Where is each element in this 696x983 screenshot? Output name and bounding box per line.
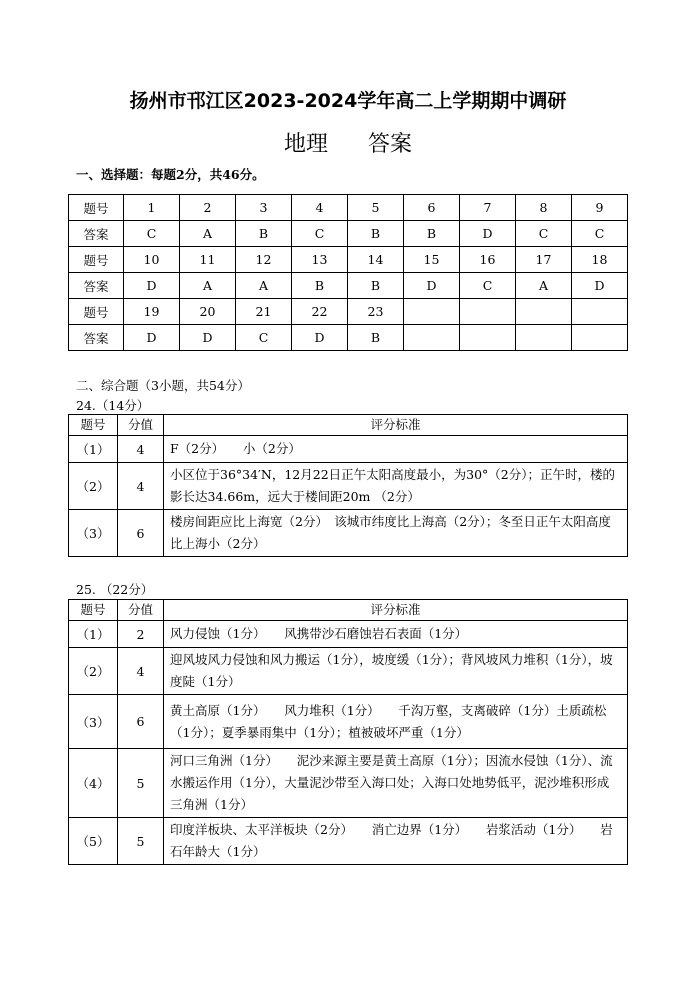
header-score: 分值: [118, 600, 164, 621]
choice-cell: D: [124, 273, 180, 299]
choice-cell: B: [348, 325, 404, 351]
question-number: （3）: [69, 510, 118, 557]
row-label: 题号: [69, 195, 124, 221]
choice-cell: D: [124, 325, 180, 351]
choice-row: [69, 247, 628, 273]
choice-cell: C: [292, 221, 348, 247]
question-number: （1）: [69, 436, 118, 463]
page-subtitle: [0, 127, 696, 158]
scoring-criteria: 河口三角洲（1分） 泥沙来源主要是黄土高原（1分）；因流水侵蚀（1分）、流水搬运作用（1分），大量泥沙带至入海口处；入海口处地势低平，泥沙堆积形成三角洲（1分）: [164, 749, 628, 818]
choice-cell: B: [348, 221, 404, 247]
choice-cell: B: [404, 221, 460, 247]
choice-cell: [404, 325, 460, 351]
section1-heading: 一、选择题：每题2分，共46分。: [76, 167, 265, 182]
choice-cell: 14: [348, 247, 404, 273]
question-score: 6: [118, 510, 164, 557]
choice-cell: [572, 299, 628, 325]
choice-cell: 17: [516, 247, 572, 273]
question-score: 5: [118, 818, 164, 865]
scoring-row: [69, 695, 628, 749]
choice-cell: D: [460, 221, 516, 247]
choice-cell: 9: [572, 195, 628, 221]
choice-row: [69, 325, 628, 351]
choice-cell: 4: [292, 195, 348, 221]
subject-label: 地理: [283, 132, 328, 157]
choice-cell: [516, 299, 572, 325]
q24-label: 24.（14分）: [76, 398, 150, 413]
choice-row: [69, 299, 628, 325]
question-number: （3）: [69, 695, 118, 749]
choice-cell: 5: [348, 195, 404, 221]
choice-cell: C: [516, 221, 572, 247]
page-title: 扬州市邗江区2023-2024学年高二上学期期中调研: [129, 90, 567, 112]
choice-cell: B: [292, 273, 348, 299]
choice-cell: 10: [124, 247, 180, 273]
scoring-header-row: [69, 600, 628, 621]
question-score: 6: [118, 695, 164, 749]
choice-cell: [516, 325, 572, 351]
choice-answer-table: [68, 194, 628, 351]
scoring-row: [69, 621, 628, 648]
row-label: 答案: [69, 221, 124, 247]
choice-row: [69, 273, 628, 299]
choice-cell: 1: [124, 195, 180, 221]
choice-cell: A: [236, 273, 292, 299]
question-number: （5）: [69, 818, 118, 865]
choice-row: [69, 221, 628, 247]
scoring-row: [69, 510, 628, 557]
choice-cell: 6: [404, 195, 460, 221]
choice-row: [69, 195, 628, 221]
choice-cell: C: [236, 325, 292, 351]
choice-cell: C: [460, 273, 516, 299]
choice-cell: 19: [124, 299, 180, 325]
choice-cell: 16: [460, 247, 516, 273]
choice-cell: A: [516, 273, 572, 299]
choice-cell: 12: [236, 247, 292, 273]
choice-cell: 18: [572, 247, 628, 273]
header-criteria: 评分标准: [164, 600, 628, 621]
q24-scoring-table: [68, 414, 628, 557]
scoring-row: [69, 749, 628, 818]
q25-scoring-table: [68, 599, 628, 865]
question-number: （2）: [69, 648, 118, 695]
scoring-row: [69, 818, 628, 865]
question-score: 4: [118, 463, 164, 510]
choice-cell: B: [236, 221, 292, 247]
scoring-criteria: 黄土高原（1分） 风力堆积（1分） 千沟万壑，支离破碎（1分）土质疏松（1分）；夏季暴雨集中（1分）；植被破坏严重（1分）: [164, 695, 628, 749]
question-score: 4: [118, 648, 164, 695]
header-score: 分值: [118, 415, 164, 436]
choice-cell: C: [124, 221, 180, 247]
scoring-criteria: 迎风坡风力侵蚀和风力搬运（1分），坡度缓（1分）；背风坡风力堆积（1分），坡度陡（1分）: [164, 648, 628, 695]
choice-cell: 13: [292, 247, 348, 273]
choice-cell: D: [404, 273, 460, 299]
question-score: 2: [118, 621, 164, 648]
section2-heading: 二、综合题（3小题，共54分）: [76, 378, 250, 393]
choice-cell: 20: [180, 299, 236, 325]
choice-cell: 8: [516, 195, 572, 221]
scoring-criteria: 印度洋板块、太平洋板块（2分） 消亡边界（1分） 岩浆活动（1分） 岩石年龄大（1分）: [164, 818, 628, 865]
choice-cell: D: [180, 325, 236, 351]
q25-label: 25. （22分）: [76, 582, 154, 597]
header-criteria: 评分标准: [164, 415, 628, 436]
choice-cell: [572, 325, 628, 351]
choice-cell: D: [292, 325, 348, 351]
choice-cell: 3: [236, 195, 292, 221]
choice-cell: C: [572, 221, 628, 247]
choice-cell: [404, 299, 460, 325]
header-num: 题号: [69, 415, 118, 436]
scoring-header-row: [69, 415, 628, 436]
choice-cell: [460, 299, 516, 325]
scoring-criteria: F（2分） 小（2分）: [164, 436, 628, 463]
scoring-row: [69, 648, 628, 695]
choice-cell: [460, 325, 516, 351]
answer-label: 答案: [368, 132, 413, 157]
question-number: （1）: [69, 621, 118, 648]
choice-cell: 11: [180, 247, 236, 273]
scoring-criteria: 风力侵蚀（1分） 风携带沙石磨蚀岩石表面（1分）: [164, 621, 628, 648]
question-score: 4: [118, 436, 164, 463]
row-label: 题号: [69, 247, 124, 273]
scoring-criteria: 小区位于36°34′N，12月22日正午太阳高度最小，为30°（2分）；正午时，楼的影长达34.66m，远大于楼间距20m （2分）: [164, 463, 628, 510]
choice-cell: A: [180, 221, 236, 247]
choice-cell: B: [348, 273, 404, 299]
choice-cell: A: [180, 273, 236, 299]
header-num: 题号: [69, 600, 118, 621]
scoring-criteria: 楼房间距应比上海宽（2分） 该城市纬度比上海高（2分）；冬至日正午太阳高度比上海小（2分）: [164, 510, 628, 557]
question-number: （2）: [69, 463, 118, 510]
question-score: 5: [118, 749, 164, 818]
choice-cell: 15: [404, 247, 460, 273]
choice-cell: 22: [292, 299, 348, 325]
row-label: 答案: [69, 325, 124, 351]
scoring-row: [69, 436, 628, 463]
choice-cell: D: [572, 273, 628, 299]
question-number: （4）: [69, 749, 118, 818]
scoring-row: [69, 463, 628, 510]
choice-cell: 21: [236, 299, 292, 325]
choice-cell: 7: [460, 195, 516, 221]
choice-cell: 23: [348, 299, 404, 325]
choice-cell: 2: [180, 195, 236, 221]
row-label: 题号: [69, 299, 124, 325]
row-label: 答案: [69, 273, 124, 299]
